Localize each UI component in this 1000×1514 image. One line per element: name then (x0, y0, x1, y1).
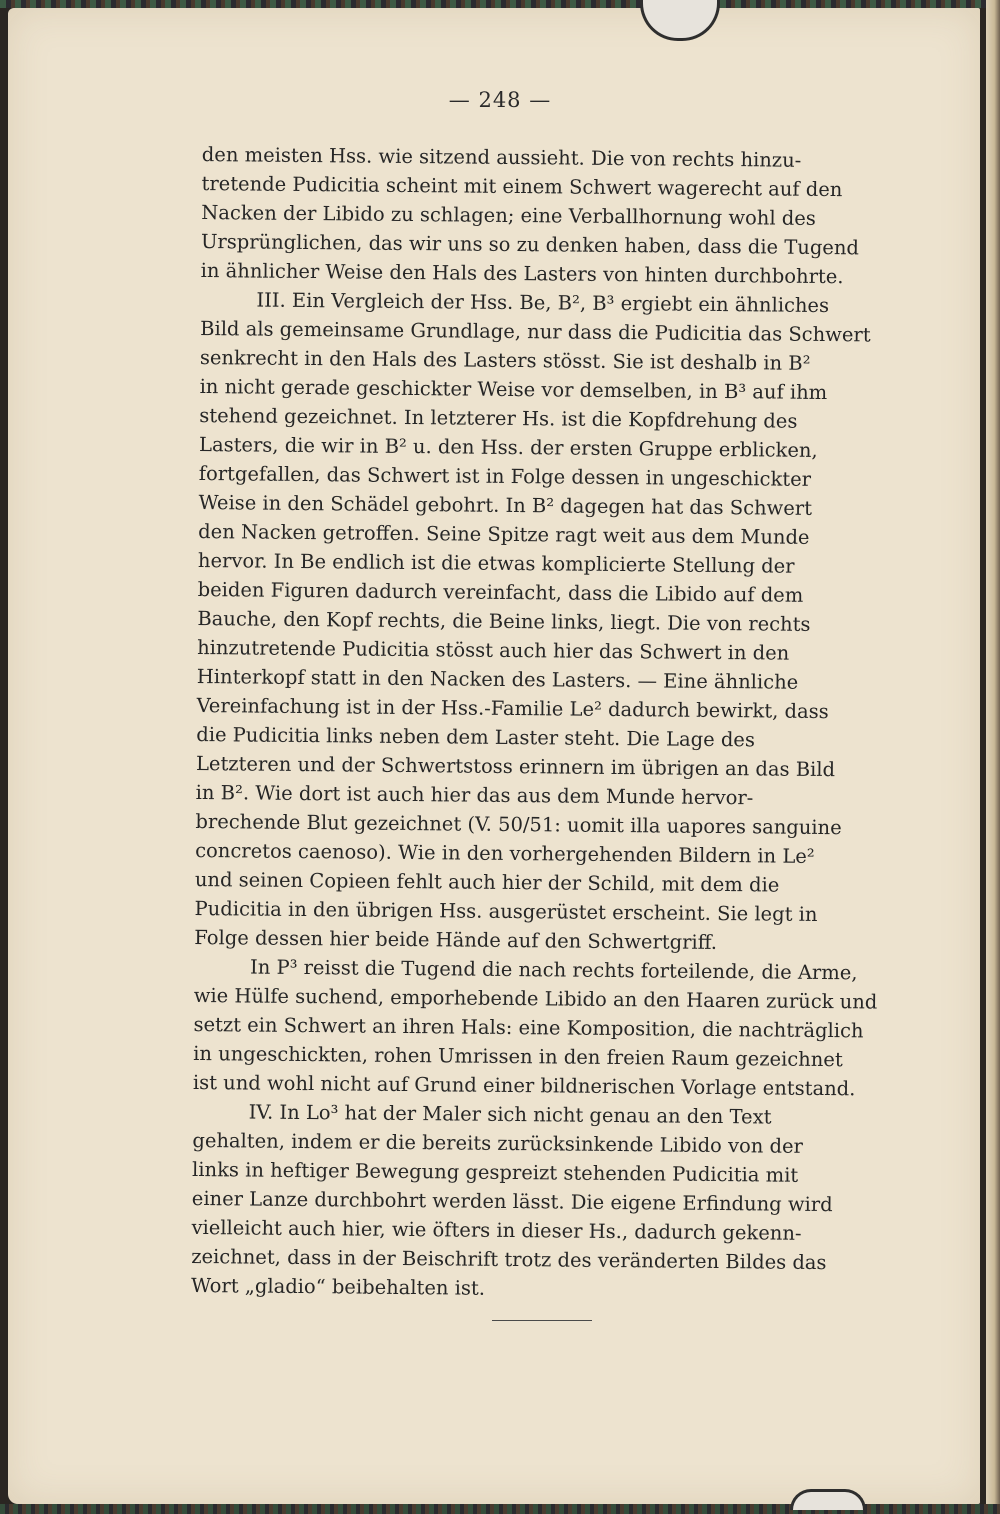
text-line: in ungeschickten, rohen Umrissen in den freien Raum gezeichnet (193, 1041, 843, 1072)
text-line: den meisten Hss. wie sitzend aussieht. Die von rechts hinzu- (201, 142, 802, 172)
body-text (191, 140, 902, 1307)
text-line: fortgefallen, das Schwert ist in Folge dessen in ungeschickter (198, 461, 812, 491)
text-line: beiden Figuren dadurch vereinfacht, dass die Libido auf dem (197, 577, 804, 607)
text-line: zeichnet, dass in der Beischrift trotz des veränderten Bildes das (191, 1244, 827, 1275)
text-line: stehend gezeichnet. In letzterer Hs. ist die Kopfdrehung des (199, 403, 798, 433)
text-line: Weise in den Schädel gebohrt. In B² dagegen hat das Schwert (198, 490, 813, 520)
text-line: einer Lanze durchbohrt werden lässt. Die eigene Erfindung wird (191, 1186, 833, 1217)
text-line: links in heftiger Bewegung gespreizt stehenden Pudicitia mit (192, 1157, 799, 1187)
text-line: Lasters, die wir in B² u. den Hss. der ersten Gruppe erblicken, (198, 432, 818, 462)
text-line: brechende Blut gezeichnet (V. 50/51: uomit illa uapores sanguine (195, 809, 842, 840)
text-line: In P³ reisst die Tugend die nach rechts forteilende, die Arme, (249, 955, 858, 985)
end-rule (492, 1320, 592, 1321)
text-line: Hinterkopf statt in den Nacken des Lasters. — Eine ähnliche (196, 664, 799, 694)
book-edge-top (0, 0, 1000, 8)
text-line: Folge dessen hier beide Hände auf den Schwertgriff. (194, 925, 718, 954)
page-number: — 248 — (448, 88, 552, 112)
text-line: in ähnlicher Weise den Hals des Lasters von hinten durchbohrte. (200, 258, 844, 289)
text-line: in nicht gerade geschickter Weise vor demselben, in B³ auf ihm (199, 374, 828, 405)
text-line: concretos caenoso). Wie in den vorhergehenden Bildern in Le² (195, 838, 815, 868)
page-clip-bottom (790, 1489, 866, 1510)
text-line: ist und wohl nicht auf Grund einer bildnerischen Vorlage entstand. (192, 1070, 856, 1101)
text-line: Nacken der Libido zu schlagen; eine Verballhornung wohl des (201, 200, 816, 230)
text-line: Bauche, den Kopf rechts, die Beine links, liegt. Die von rechts (197, 606, 811, 636)
text-line: IV. In Lo³ hat der Maler sich nicht genau an den Text (248, 1100, 772, 1129)
text-line: wie Hülfe suchend, emporhebende Libido an den Haaren zurück und (193, 983, 878, 1014)
text-line: III. Ein Vergleich der Hss. Be, B², B³ ergiebt ein ähnliches (256, 288, 830, 318)
text-line: den Nacken getroffen. Seine Spitze ragt weit aus dem Munde (198, 519, 810, 549)
text-line: Pudicitia in den übrigen Hss. ausgerüstet erscheint. Sie legt in (194, 896, 818, 926)
text-line: tretende Pudicitia scheint mit einem Schwert wagerecht auf den (201, 171, 843, 202)
text-line: setzt ein Schwert an ihren Hals: eine Komposition, die nachträglich (193, 1012, 864, 1043)
page-edge-right (986, 0, 1000, 1514)
text-line: die Pudicitia links neben dem Laster steht. Die Lage des (196, 722, 756, 752)
text-line: und seinen Copieen fehlt auch hier der Schild, mit dem die (194, 867, 780, 897)
text-line: Ursprünglichen, das wir uns so zu denken haben, dass die Tugend (200, 229, 860, 260)
text-line: senkrecht in den Hals des Lasters stösst. Sie ist deshalb in B² (199, 345, 811, 375)
text-line: Wort „gladio“ beibehalten ist. (190, 1273, 486, 1300)
text-line: Letzteren und der Schwertstoss erinnern im übrigen an das Bild (195, 751, 836, 782)
text-line: hinzutretende Pudicitia stösst auch hier das Schwert in den (197, 635, 790, 665)
text-line: Vereinfachung ist in der Hss.-Familie Le² dadurch bewirkt, dass (196, 693, 829, 724)
text-line: in B². Wie dort ist auch hier das aus dem Munde hervor- (195, 780, 754, 810)
text-line: gehalten, indem er die bereits zurücksinkende Libido von der (192, 1128, 804, 1158)
text-line: Bild als gemeinsame Grundlage, nur dass die Pudicitia das Schwert (200, 316, 871, 347)
text-line: hervor. In Be endlich ist die etwas komplicierte Stellung der (197, 548, 795, 578)
text-line: vielleicht auch hier, wie öfters in dieser Hs., dadurch gekenn- (191, 1215, 802, 1245)
